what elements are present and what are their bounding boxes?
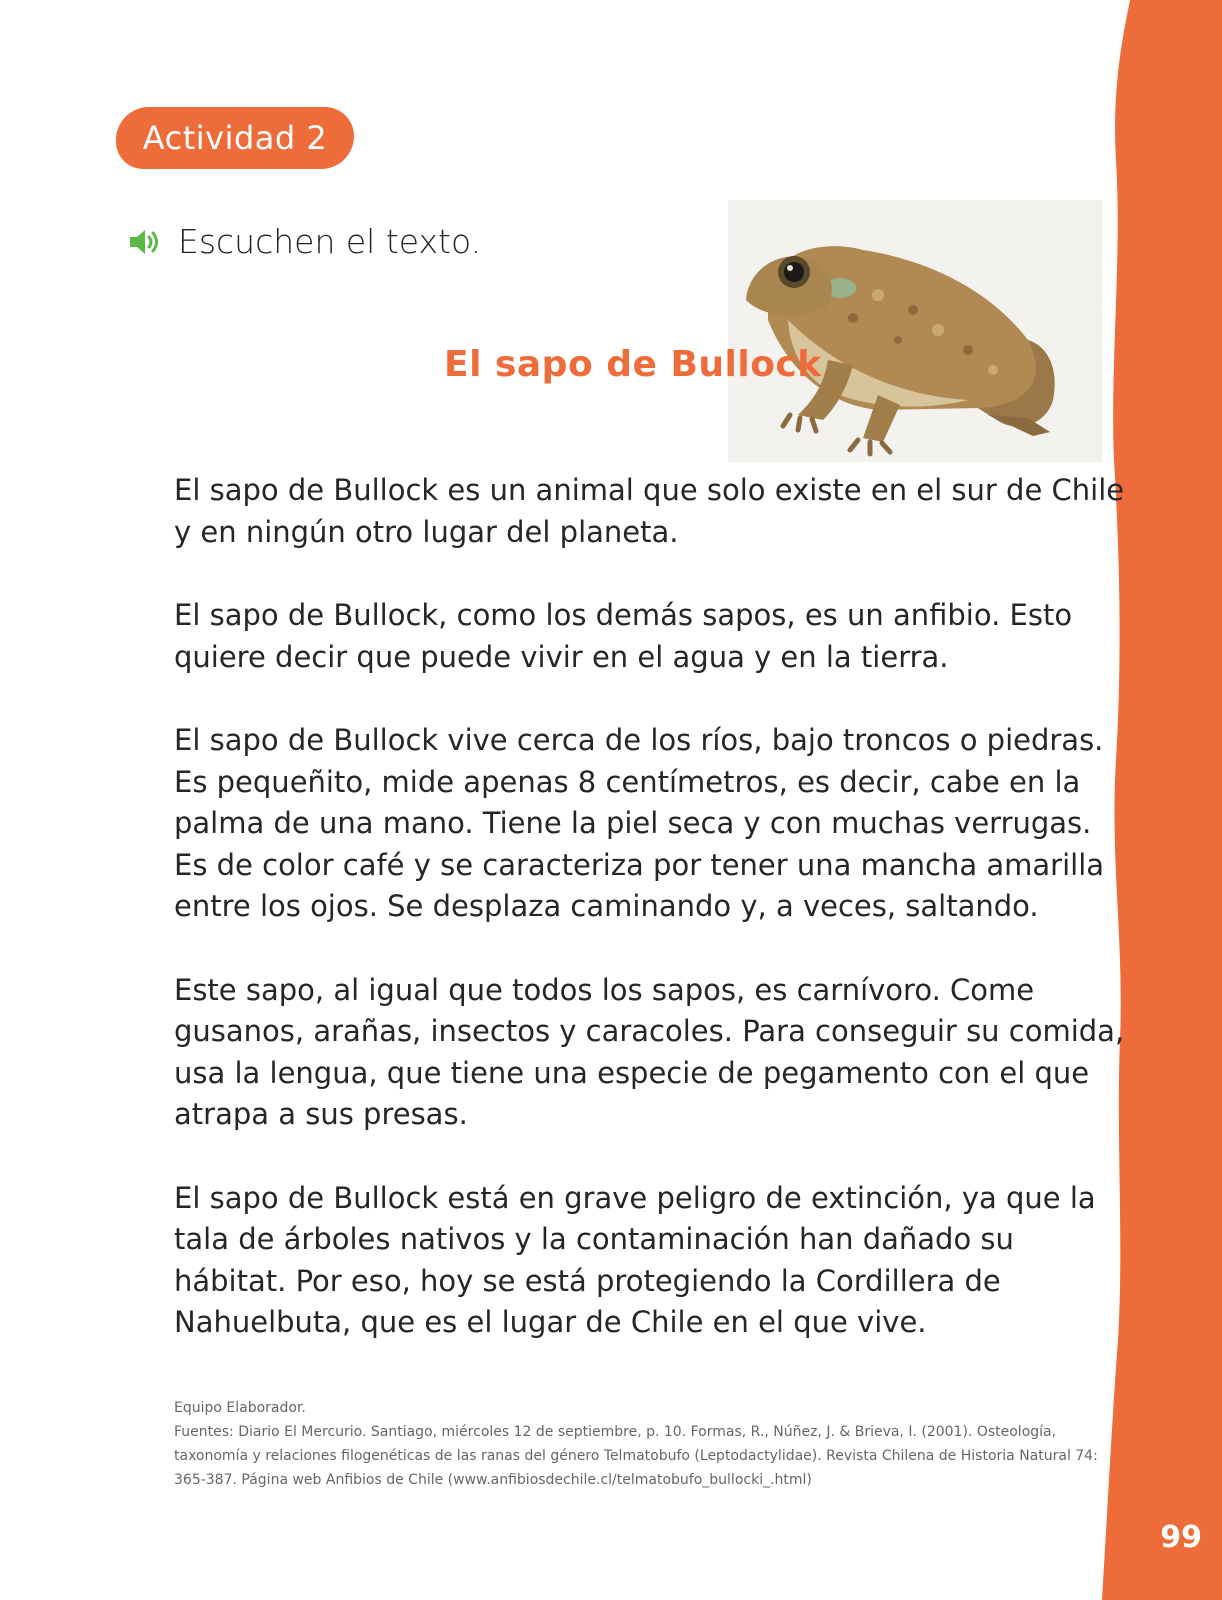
credits-sources: Fuentes: Diario El Mercurio. Santiago, miércoles 12 de septiembre, p. 10. Formas, R., Núñez, J. & Brieva, I. (2001). Osteología, taxonomía y relaciones filogenéticas de las ranas del género Telmatobufo (Leptodactylidae). Revista Chilena de Historia Natural 74: 365-387. Página web Anfibios de Chile (www.anfibiosdechile.cl/telmatobufo_bullocki_.html) bbox=[174, 1424, 1098, 1488]
credits bbox=[174, 1396, 1114, 1492]
speaker-icon[interactable] bbox=[128, 226, 164, 258]
listen-instruction bbox=[128, 222, 481, 261]
story-paragraph: El sapo de Bullock está en grave peligro de extinción, ya que la tala de árboles nativos y la contaminación han dañado su hábitat. Por eso, hoy se está protegiendo la Cordillera de Nahuelbuta, que es el lugar de Chile en el que vive. bbox=[174, 1180, 1096, 1339]
story-paragraph: El sapo de Bullock es un animal que solo existe en el sur de Chile y en ningún otro lugar del planeta. bbox=[174, 473, 1125, 549]
toad-photo bbox=[728, 200, 1102, 462]
story-paragraph: Este sapo, al igual que todos los sapos, es carnívoro. Come gusanos, arañas, insectos y caracoles. Para conseguir su comida, usa la lengua, que tiene una especie de pegamento con el que atrapa a sus presas. bbox=[174, 972, 1125, 1131]
story-paragraph: El sapo de Bullock vive cerca de los ríos, bajo troncos o piedras. Es pequeñito, mide apenas 8 centímetros, es decir, cabe en la palma de una mano. Tiene la piel seca y con muchas verrugas. Es de color café y se caracteriza por tener una mancha amarilla entre los ojos. Se desplaza caminando y, a veces, saltando. bbox=[174, 723, 1105, 923]
story-paragraph: El sapo de Bullock, como los demás sapos, es un anfibio. Esto quiere decir que puede vivir en el agua y en la tierra. bbox=[174, 598, 1073, 674]
activity-badge: Actividad 2 bbox=[116, 107, 354, 169]
story-body bbox=[174, 470, 1134, 1386]
credits-author: Equipo Elaborador. bbox=[174, 1400, 306, 1416]
story-title: El sapo de Bullock bbox=[444, 344, 822, 385]
instruction-text: Escuchen el texto. bbox=[178, 222, 482, 261]
page-number: 99 bbox=[1160, 1520, 1202, 1555]
